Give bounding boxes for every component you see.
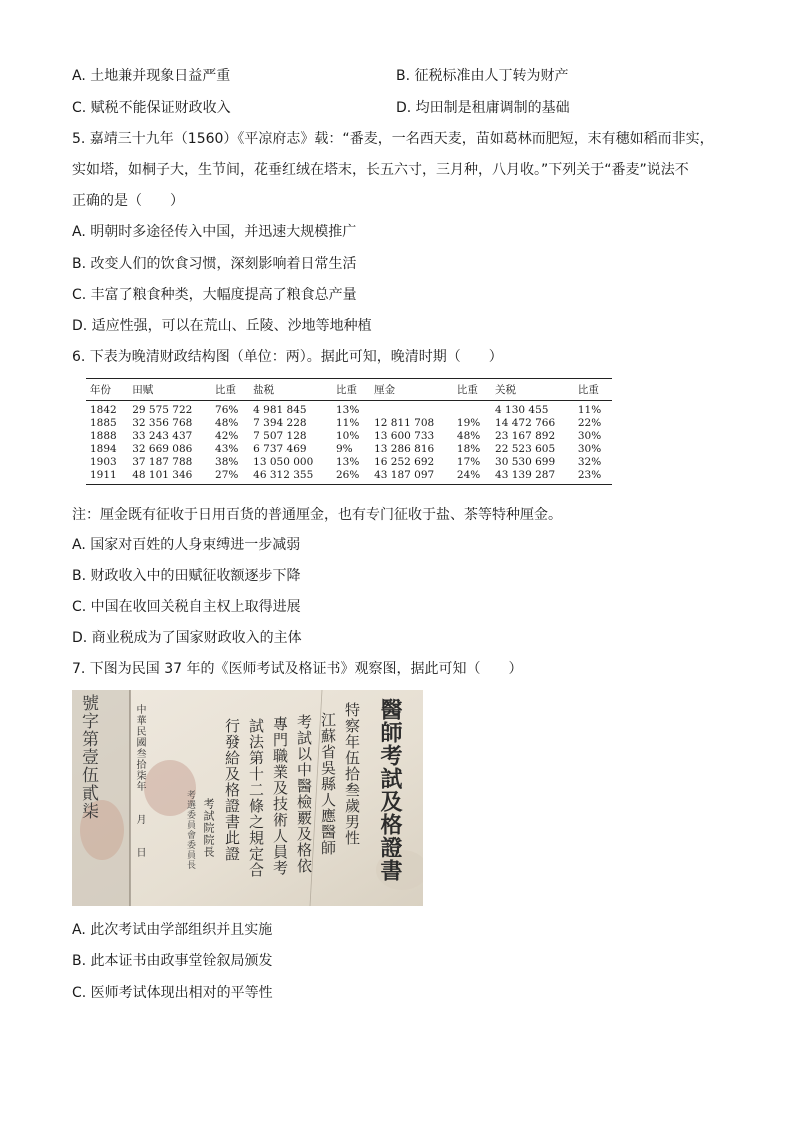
header-year: 年份 [86,379,128,401]
table-cell: 42% [215,430,239,442]
table-cell: 30% [577,443,602,455]
table-header-row [86,379,612,401]
table-cell: 43 187 097 [370,469,453,485]
table-cell: 29 575 722 [132,404,193,416]
table-cell: 4 130 455 [495,404,549,416]
certificate-col-1: 特察年伍拾叁歲男性 [343,702,361,846]
q5-stem-line-3: 正确的是（ ） [72,193,184,209]
q5-option-c[interactable]: C. 丰富了粮食种类，大幅度提高了粮食总产量 [72,287,357,303]
table-cell: 7 394 228 [253,417,307,429]
header-land-tax: 田赋 [128,379,211,401]
table-cell: 12 811 708 [374,417,435,429]
table-cell: 48% [456,430,481,442]
table-cell: 1903 [90,456,117,468]
table-cell: 22 523 605 [495,443,556,455]
q7-option-b[interactable]: B. 此本证书由政事堂铨叙局颁发 [72,953,273,969]
table-cell: 38% [215,456,239,468]
table-cell: 26% [332,469,370,485]
table-cell: 32 669 086 [132,443,193,455]
table-cell: 13 600 733 [374,430,435,442]
header-likin: 厘金 [370,379,453,401]
certificate-title: 醫師考試及格證書 [377,698,403,882]
table-row [86,417,612,430]
header-salt-tax: 盐税 [249,379,332,401]
table-cell: 32 356 768 [132,417,193,429]
table-cell: 10% [335,430,360,442]
fiscal-structure-table [86,378,612,485]
certificate-signature-president: 考試院院長 [202,798,215,858]
q6-option-c[interactable]: C. 中国在收回关税自主权上取得进展 [72,599,301,615]
table-row [86,456,612,469]
table-cell: 33 243 437 [132,430,193,442]
header-customs: 关税 [491,379,574,401]
certificate-col-2: 江蘇省吳縣人應醫師 [319,712,337,856]
table-cell: 7 507 128 [253,430,307,442]
certificate-col-4: 專門職業及技術人員考 [271,716,289,876]
header-share: 比重 [574,379,612,401]
prev-option-b[interactable]: B. 征税标准由人丁转为财产 [396,68,569,84]
table-row [86,443,612,456]
table-cell: 37 187 788 [132,456,193,468]
table-cell: 32% [577,456,602,468]
table-cell: 1911 [86,469,128,485]
table-cell: 43 139 287 [491,469,574,485]
certificate-signature-committee: 考選委員會委員長 [185,790,195,870]
table-cell: 24% [453,469,491,485]
prev-option-c[interactable]: C. 赋税不能保证财政收入 [72,100,231,116]
certificate-col-6: 行發給及格證書此證 [223,718,241,862]
certificate-col-5: 試法第十二條之規定合 [247,718,265,878]
table-cell: 30% [577,430,602,442]
table-cell: 27% [211,469,249,485]
q6-note: 注：厘金既有征收于日用百货的普通厘金，也有专门征收于盐、茶等特种厘金。 [72,507,562,523]
q5-option-d[interactable]: D. 适应性强，可以在荒山、丘陵、沙地等地种植 [72,318,372,334]
q7-stem: 7. 下图为民国 37 年的《医师考试及格证书》观察图，据此可知（ ） [72,661,523,677]
table-cell: 13 050 000 [253,456,314,468]
q5-option-a[interactable]: A. 明朝时多途径传入中国，并迅速大规模推广 [72,224,357,240]
table-row [86,401,612,418]
q5-stem-line-2: 实如塔，如桐子大，生节间，花垂红绒在塔末，长五六寸，三月种，八月收。”下列关于“番麦”说法不 [72,162,689,178]
table-cell: 17% [456,456,481,468]
q7-option-a[interactable]: A. 此次考试由学部组织并且实施 [72,922,273,938]
table-cell: 11% [577,404,602,416]
table-cell [370,401,453,418]
header-share: 比重 [453,379,491,401]
table-cell: 13 286 816 [374,443,435,455]
table-cell: 46 312 355 [249,469,332,485]
table-cell: 22% [577,417,602,429]
q6-option-a[interactable]: A. 国家对百姓的人身束缚进一步减弱 [72,537,301,553]
q6-stem: 6. 下表为晚清财政结构图（单位：两）。据此可知，晚清时期（ ） [72,349,503,365]
table-cell: 48 101 346 [128,469,211,485]
table-cell: 6 737 469 [253,443,307,455]
table-cell: 43% [215,443,239,455]
prev-options-row-1 [72,66,732,86]
table-cell: 4 981 845 [253,404,307,416]
prev-option-d[interactable]: D. 均田制是租庸调制的基础 [396,100,570,116]
table-cell: 1888 [90,430,117,442]
table-cell: 18% [456,443,481,455]
table-cell: 14 472 766 [495,417,556,429]
table-cell: 30 530 699 [495,456,556,468]
table-cell: 23 167 892 [495,430,556,442]
table-cell [453,401,491,418]
table-row [86,469,612,485]
table-cell: 48% [215,417,239,429]
certificate-photo [72,690,423,906]
table-row [86,430,612,443]
q6-option-b[interactable]: B. 财政收入中的田赋征收额逐步下降 [72,568,301,584]
prev-option-a[interactable]: A. 土地兼并现象日益严重 [72,68,231,84]
q5-option-b[interactable]: B. 改变人们的饮食习惯，深刻影响着日常生活 [72,256,357,272]
header-share: 比重 [211,379,249,401]
q6-option-d[interactable]: D. 商业税成为了国家财政收入的主体 [72,630,302,646]
table-cell: 76% [215,404,239,416]
table-cell: 19% [456,417,481,429]
q5-stem-line-1: 5. 嘉靖三十九年（1560）《平凉府志》载：“番麦，一名西天麦，苗如葛林而肥短，末有穗如稻而非实， [72,131,714,147]
certificate-col-3: 考試以中醫檢覈及格依 [295,714,313,874]
table-cell: 13% [335,404,360,416]
q7-option-c[interactable]: C. 医师考试体现出相对的平等性 [72,985,273,1001]
header-share: 比重 [332,379,370,401]
table-cell: 11% [335,417,360,429]
prev-options-row-2 [72,98,732,118]
table-cell: 23% [574,469,612,485]
table-cell: 1894 [90,443,117,455]
certificate-serial-number: 號字第壹伍貳柒 [78,694,98,820]
certificate-date: 中華民國叁拾柒年 月 日 [134,704,145,858]
table-cell: 9% [335,443,353,455]
table-cell: 16 252 692 [374,456,435,468]
table-cell: 1885 [90,417,117,429]
table-cell: 13% [335,456,360,468]
table-cell: 1842 [90,404,117,416]
